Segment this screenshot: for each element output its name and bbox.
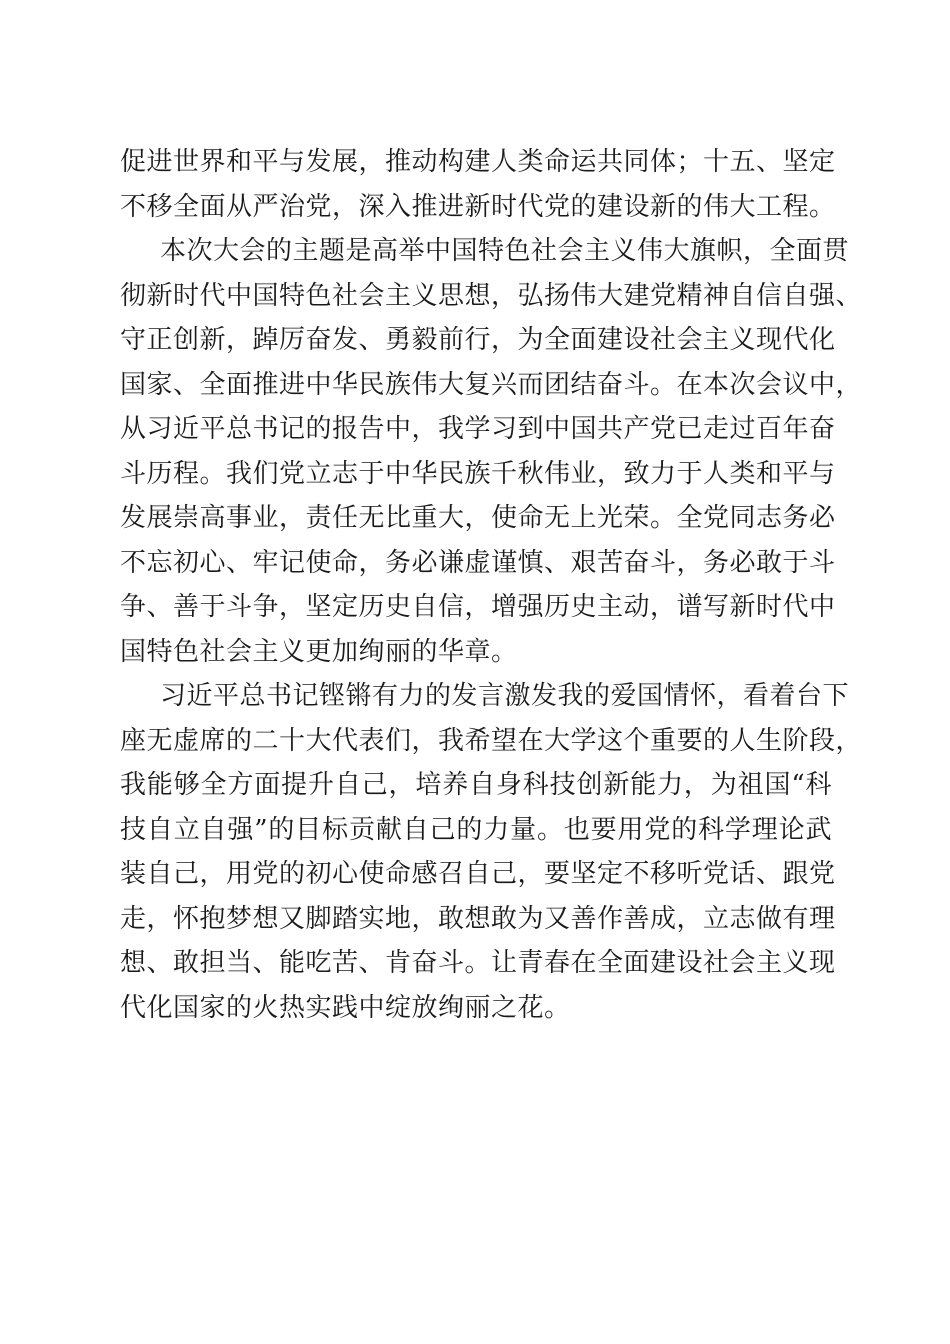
text-line: 习近平总书记铿锵有力的发言激发我的爱国情怀，看着台下 <box>160 681 850 711</box>
paragraph-2 <box>120 229 863 674</box>
paragraph-3 <box>120 674 863 1030</box>
text-line: 不移全面从严治党，深入推进新时代党的建设新的伟大工程。 <box>120 191 836 222</box>
text-line: 斗历程。我们党立志于中华民族千秋伟业，致力于人类和平与 <box>120 458 836 489</box>
text-line: 不忘初心、牢记使命，务必谦虚谨慎、艰苦奋斗，务必敢于斗 <box>120 547 836 578</box>
text-line: 彻新时代中国特色社会主义思想，弘扬伟大建党精神自信自强、 <box>120 280 863 311</box>
text-line: 走，怀抱梦想又脚踏实地，敢想敢为又善作善成，立志做有理 <box>120 903 836 934</box>
text-line: 守正创新，踔厉奋发、勇毅前行，为全面建设社会主义现代化 <box>120 325 836 355</box>
text-line: 想、敢担当、能吃苦、肯奋斗。让青春在全面建设社会主义现 <box>120 948 836 978</box>
text-line: 技自立自强”的目标贡献自己的力量。也要用党的科学理论武 <box>120 814 832 845</box>
text-line: 本次大会的主题是高举中国特色社会主义伟大旗帜，全面贯 <box>160 236 850 266</box>
text-line: 发展崇高事业，责任无比重大，使命无上光荣。全党同志务必 <box>120 503 836 533</box>
text-line: 代化国家的火热实践中绽放绚丽之花。 <box>120 992 571 1023</box>
text-line: 国特色社会主义更加绚丽的华章。 <box>120 636 518 667</box>
text-line: 我能够全方面提升自己，培养自身科技创新能力，为祖国“科 <box>120 770 832 800</box>
text-line: 国家、全面推进中华民族伟大复兴而团结奋斗。在本次会议中， <box>120 369 863 400</box>
text-line: 促进世界和平与发展，推动构建人类命运共同体；十五、坚定 <box>120 147 836 177</box>
text-line: 座无虚席的二十大代表们，我希望在大学这个重要的人生阶段， <box>120 725 863 756</box>
text-line: 从习近平总书记的报告中，我学习到中国共产党已走过百年奋 <box>120 414 836 444</box>
document-body <box>120 140 863 1030</box>
text-line: 争、善于斗争，坚定历史自信，增强历史主动，谱写新时代中 <box>120 592 836 622</box>
text-line: 装自己，用党的初心使命感召自己，要坚定不移听党话、跟党 <box>120 859 836 889</box>
paragraph-1 <box>120 140 836 229</box>
